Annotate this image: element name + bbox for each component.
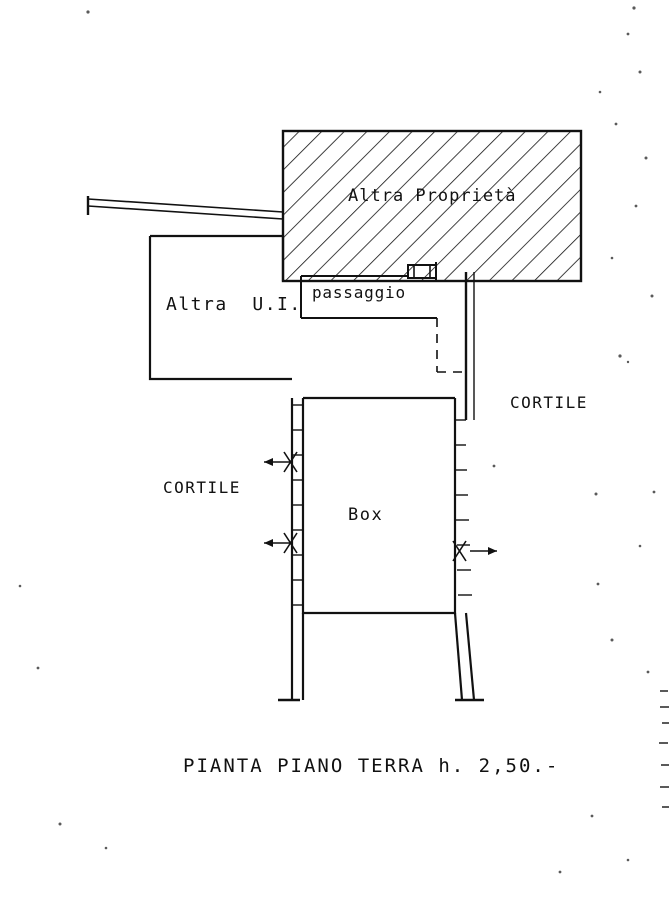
plan-title: PIANTA PIANO TERRA h. 2,50.- — [183, 755, 560, 777]
altra-proprieta-region — [283, 131, 581, 281]
room-label-altra-proprieta: Altra Proprietà — [348, 186, 517, 206]
room-label-passaggio: passaggio — [312, 283, 406, 302]
room-label-cortile-left: CORTILE — [163, 478, 241, 497]
right-boundary-wall — [466, 272, 474, 420]
room-label-box: Box — [348, 505, 384, 525]
gate-arm — [88, 196, 283, 219]
room-label-cortile-right: CORTILE — [510, 393, 588, 412]
room-label-altra-ui: Altra U.I. — [166, 294, 302, 315]
box-room — [278, 398, 484, 700]
